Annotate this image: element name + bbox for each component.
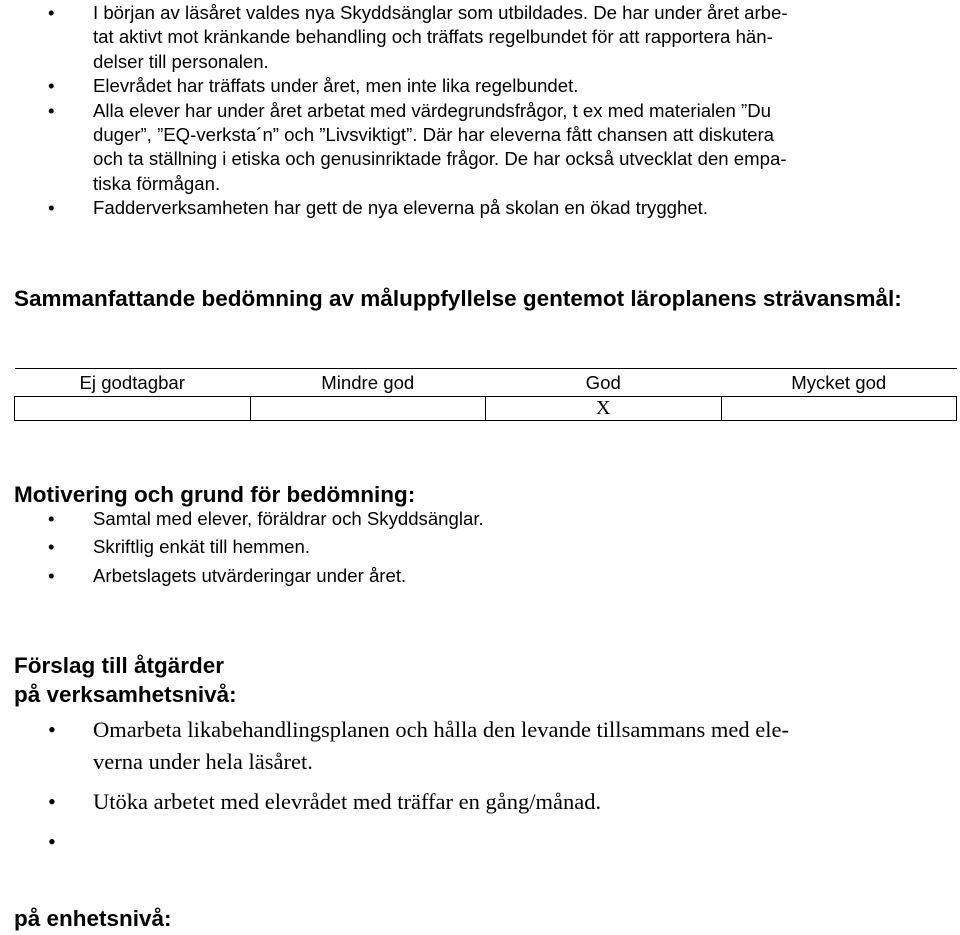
grade-mark-cell: X	[486, 397, 722, 421]
bullet-icon: •	[48, 75, 55, 97]
bullet-icon: •	[48, 717, 56, 742]
bullet-icon: •	[48, 197, 55, 219]
list-item: • Skriftlig enkät till hemmen.	[0, 535, 915, 559]
list-item: • Omarbeta likabehandlingsplanen och hålla den levande tillsammans med ele- verna under hela läsåret.	[0, 714, 915, 778]
bullet-icon: •	[48, 789, 56, 814]
org-level-list	[0, 714, 915, 866]
grade-header-cell: Mindre god	[250, 369, 486, 397]
list-item: • Alla elever har under året arbetat med värdegrundsfrågor, t ex med materialen ”Du duger”, ”EQ-verksta´n” och ”Livsviktigt”. Där har eleverna fått chansen att diskutera och ta ställning i etiska och genusinriktade frågor. De har också utvecklat den empa- tiska förmågan.	[48, 99, 787, 194]
activity-bullet-list	[0, 1, 915, 221]
motivation-heading: Motivering och grund för bedömning:	[14, 482, 416, 507]
grade-mark-row	[15, 397, 957, 421]
bullet-icon: •	[48, 508, 55, 529]
bullet-icon: •	[48, 829, 56, 854]
grade-header-row	[15, 369, 957, 397]
grade-header-cell: Mycket god	[721, 369, 957, 397]
summary-heading: Sammanfattande bedömning av måluppfyllelse gentemot läroplanens strävansmål:	[14, 286, 902, 311]
list-item: • I början av läsåret valdes nya Skyddsänglar som utbildades. De har under året arbe- tat aktivt mot kränkande behandling och träffats regelbundet för att rapportera hän- delser till personalen.	[48, 2, 788, 72]
list-item: • Fadderverksamheten har gett de nya eleverna på skolan en ökad trygghet.	[0, 196, 915, 220]
org-level-heading: på verksamhetsnivå:	[14, 682, 237, 707]
grade-mark-cell	[15, 397, 251, 421]
grade-mark-cell	[721, 397, 957, 421]
list-item: • Utöka arbetet med elevrådet med träffar en gång/månad.	[0, 786, 915, 818]
bullet-icon: •	[48, 99, 55, 121]
bullet-icon: •	[48, 2, 55, 23]
bullet-icon: •	[48, 536, 55, 558]
proposals-heading: Förslag till åtgärder	[14, 653, 225, 678]
bullet-icon: •	[48, 564, 55, 586]
list-item: • Elevrådet har träffats under året, men inte lika regelbundet.	[0, 74, 915, 98]
grade-header-cell: God	[486, 369, 722, 397]
list-item	[0, 826, 915, 858]
grade-table	[14, 368, 957, 421]
grade-mark-cell	[250, 397, 486, 421]
list-item: • Arbetslagets utvärderingar under året.	[0, 564, 915, 588]
unit-level-heading: på enhetsnivå:	[14, 906, 172, 931]
grade-header-cell: Ej godtagbar	[15, 369, 251, 397]
list-item: • Samtal med elever, föräldrar och Skyddsänglar.	[0, 507, 915, 531]
motivation-list	[0, 507, 915, 592]
